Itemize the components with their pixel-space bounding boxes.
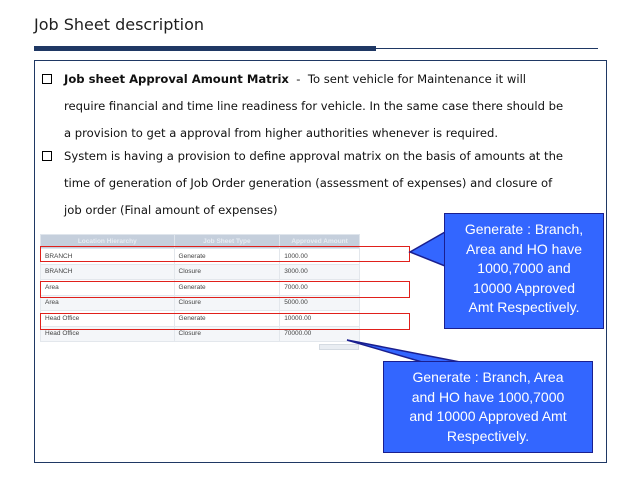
cell-location: Area (41, 295, 175, 311)
bullet-text: System is having a provision to define approval matrix on the basis of amounts at the (64, 149, 564, 163)
callout-line: 10000 Approved (473, 279, 575, 296)
cell-location: Head Office (41, 311, 175, 327)
cell-amount: 10000.00 (280, 311, 360, 327)
callout-line: and 10000 Approved Amt (409, 408, 567, 425)
cell-type: Generate (174, 311, 280, 327)
cell-amount: 7000.00 (280, 280, 360, 296)
cell-location: BRANCH (41, 249, 175, 265)
page-title: Job Sheet description (34, 15, 205, 34)
cell-type: Closure (174, 326, 280, 342)
callout-approved-amounts-1 (444, 213, 604, 329)
cell-amount: 1000.00 (280, 249, 360, 265)
callout-approved-amounts-2 (383, 361, 593, 453)
callout-line: Amt Respectively. (468, 299, 580, 316)
bullet-line: require financial and time line readiness for vehicle. In the same case there should be (64, 99, 564, 113)
bullet-line: time of generation of Job Order generation (assessment of expenses) and closure of (64, 176, 553, 190)
column-header-amount[interactable]: Approved Amount (280, 235, 360, 249)
callout-line: Area and HO have (466, 240, 582, 257)
bullet-line: job order (Final amount of expenses) (64, 203, 278, 217)
callout-pointer-2 (347, 340, 460, 362)
cell-location: BRANCH (41, 264, 175, 280)
callout-pointer-1 (410, 232, 445, 266)
bullet-text: - To sent vehicle for Maintenance it will (288, 72, 527, 86)
bullet-heading: Job sheet Approval Amount Matrix (64, 72, 289, 86)
cell-type: Generate (174, 249, 280, 265)
column-header-type[interactable]: Job Sheet Type (174, 235, 280, 249)
cell-amount: 5000.00 (280, 295, 360, 311)
bullet-line: a provision to get a approval from higher authorities whenever is required. (64, 126, 499, 140)
callout-line: Respectively. (446, 427, 530, 444)
callout-line: Generate : Branch, (464, 221, 584, 237)
cell-type: Closure (174, 295, 280, 311)
callout-line: and HO have 1000,7000 (411, 388, 565, 405)
cell-type: Closure (174, 264, 280, 280)
column-header-location[interactable]: Location Hierarchy (41, 235, 175, 249)
callout-line: 1000,7000 and (477, 260, 571, 277)
callout-line: Generate : Branch, Area (412, 369, 564, 385)
cell-location: Head Office (41, 326, 175, 342)
cell-location: Area (41, 280, 175, 296)
cell-amount: 70000.00 (280, 326, 360, 342)
cell-type: Generate (174, 280, 280, 296)
cell-amount: 3000.00 (280, 264, 360, 280)
